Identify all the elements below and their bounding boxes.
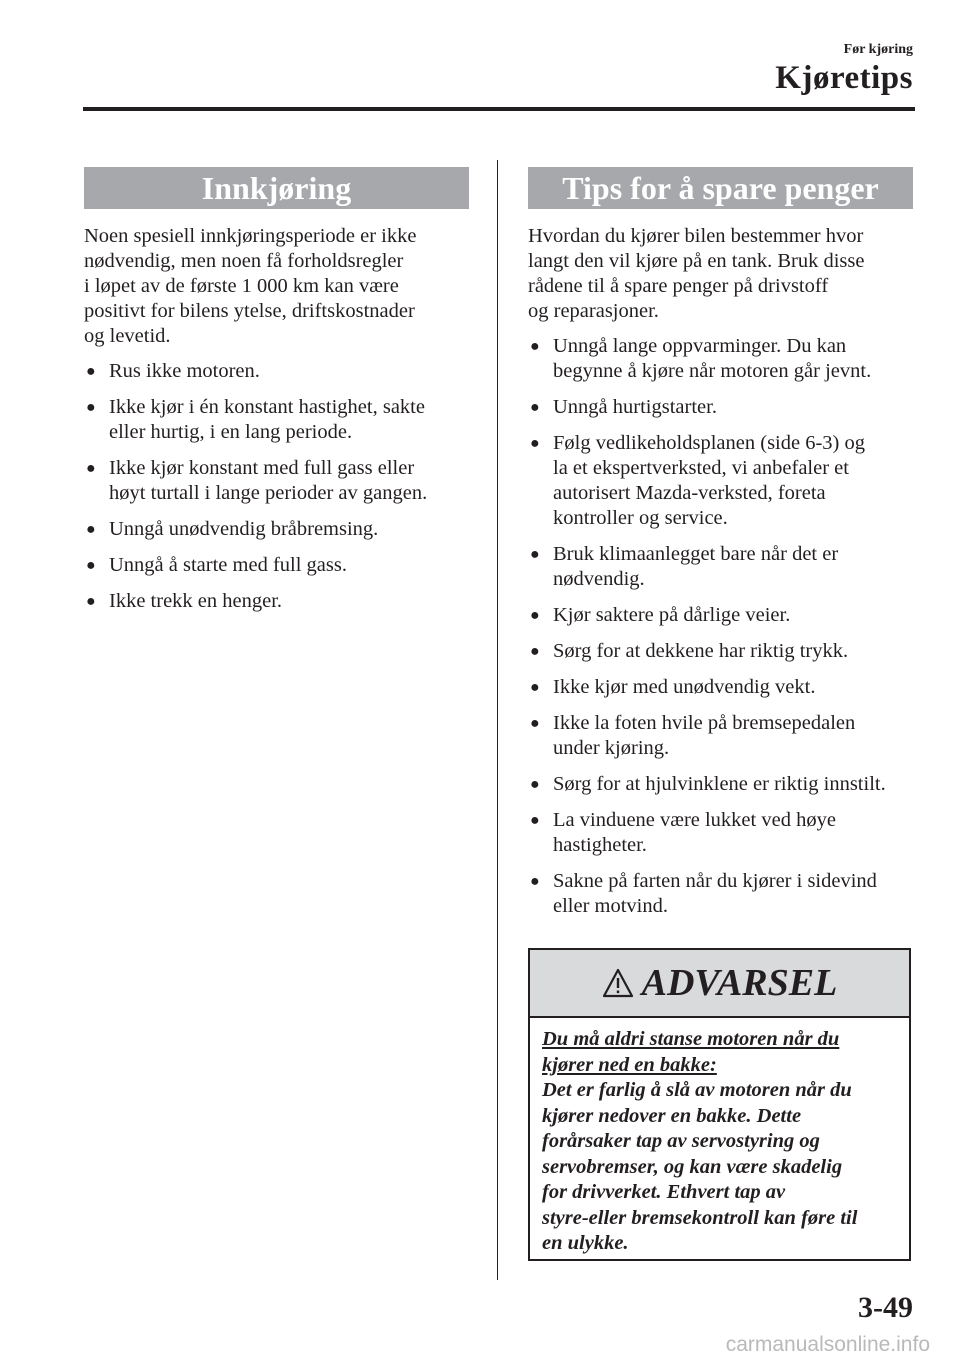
bullet-text: Unngå lange oppvarminger. Du kan begynne å kjøre når motoren går jevnt. (553, 335, 872, 382)
bullet-dot-icon: ● (530, 715, 540, 732)
header-title: Kjøretips (775, 60, 913, 96)
bullet-dot-icon: ● (86, 557, 96, 574)
bullet-item (84, 553, 474, 578)
bullet-text: Unngå hurtigstarter. (553, 396, 717, 418)
bullet-item (528, 772, 928, 797)
left-bullet-list (84, 359, 474, 614)
warning-body (530, 1018, 909, 1257)
warning-subheading: Du må aldri stanse motoren når du kjører ned en bakke: (542, 1028, 840, 1076)
right-column (528, 224, 928, 930)
bullet-item (84, 359, 474, 384)
bullet-dot-icon: ● (86, 593, 96, 610)
bullet-text: La vinduene være lukket ved høye hastigheter. (553, 809, 836, 856)
left-intro: Noen spesiell innkjøringsperiode er ikke nødvendig, men noen få forholdsregler i løpet av de første 1 000 km kan være positivt for bilens ytelse, driftskostnader og levetid. (84, 225, 417, 347)
header-section-label: Før kjøring (843, 42, 913, 57)
bullet-item (528, 603, 928, 628)
bullet-text: Ikke trekk en henger. (109, 590, 283, 612)
bullet-dot-icon: ● (530, 338, 540, 355)
bullet-dot-icon: ● (86, 521, 96, 538)
bullet-text: Sørg for at dekkene har riktig trykk. (553, 640, 849, 662)
watermark[interactable]: carmanualsonline.info (725, 1333, 930, 1356)
bullet-dot-icon: ● (86, 399, 96, 416)
bullet-text: Bruk klimaanlegget bare når det er nødvendig. (553, 543, 839, 590)
bullet-text: Unngå å starte med full gass. (109, 554, 347, 576)
bullet-item (528, 808, 928, 858)
bullet-item (84, 517, 474, 542)
bullet-text: Kjør saktere på dårlige veier. (553, 604, 791, 626)
page-number: 3-49 (858, 1291, 913, 1324)
bullet-item (84, 589, 474, 614)
bullet-item (528, 639, 928, 664)
bullet-item (528, 675, 928, 700)
warning-box (528, 948, 911, 1261)
bullet-text: Ikke kjør med unødvendig vekt. (553, 676, 816, 698)
section-heading-save-money: Tips for å spare penger (528, 167, 913, 209)
bullet-dot-icon: ● (86, 363, 96, 380)
column-divider (497, 160, 498, 1280)
bullet-text: Unngå unødvendig bråbremsing. (109, 518, 379, 540)
section-heading-break-in: Innkjøring (84, 167, 469, 209)
bullet-text: Rus ikke motoren. (109, 360, 260, 382)
bullet-item (528, 334, 928, 384)
right-bullet-list (528, 334, 928, 919)
bullet-dot-icon: ● (530, 607, 540, 624)
bullet-dot-icon: ● (530, 435, 540, 452)
bullet-text: Sakne på farten når du kjører i sidevind eller motvind. (553, 870, 877, 917)
bullet-text: Ikke kjør konstant med full gass eller høyt turtall i lange perioder av gangen. (109, 457, 428, 504)
header-rule (83, 107, 915, 111)
bullet-dot-icon: ● (530, 679, 540, 696)
bullet-item (528, 711, 928, 761)
bullet-text: Ikke la foten hvile på bremsepedalen under kjøring. (553, 712, 856, 759)
bullet-item (528, 869, 928, 919)
warning-triangle-icon (602, 968, 634, 998)
bullet-item (528, 395, 928, 420)
bullet-item (84, 456, 474, 506)
bullet-item (528, 431, 928, 531)
bullet-dot-icon: ● (530, 812, 540, 829)
right-intro: Hvordan du kjører bilen bestemmer hvor langt den vil kjøre på en tank. Bruk disse rådene til å spare penger på drivstoff og reparasjoner. (528, 225, 865, 322)
warning-label: ADVARSEL (641, 962, 838, 1004)
warning-text: Det er farlig å slå av motoren når du kjører nedover en bakke. Dette forårsaker tap av servostyring og servobremser, og kan være skadelig for drivverket. Ethvert tap av styre-eller bremsekontroll kan føre til en ulykke. (542, 1079, 858, 1254)
bullet-item (528, 542, 928, 592)
bullet-text: Ikke kjør i én konstant hastighet, sakte eller hurtig, i en lang periode. (109, 396, 425, 443)
bullet-dot-icon: ● (86, 460, 96, 477)
left-column (84, 224, 474, 625)
bullet-dot-icon: ● (530, 643, 540, 660)
bullet-text: Følg vedlikeholdsplanen (side 6-3) og la et ekspertverksted, vi anbefaler et autorisert Mazda-verksted, foreta kontroller og service. (553, 432, 866, 529)
bullet-text: Sørg for at hjulvinklene er riktig innstilt. (553, 773, 886, 795)
bullet-item (84, 395, 474, 445)
bullet-dot-icon: ● (530, 776, 540, 793)
bullet-dot-icon: ● (530, 399, 540, 416)
bullet-dot-icon: ● (530, 873, 540, 890)
warning-header (530, 950, 909, 1018)
bullet-dot-icon: ● (530, 546, 540, 563)
